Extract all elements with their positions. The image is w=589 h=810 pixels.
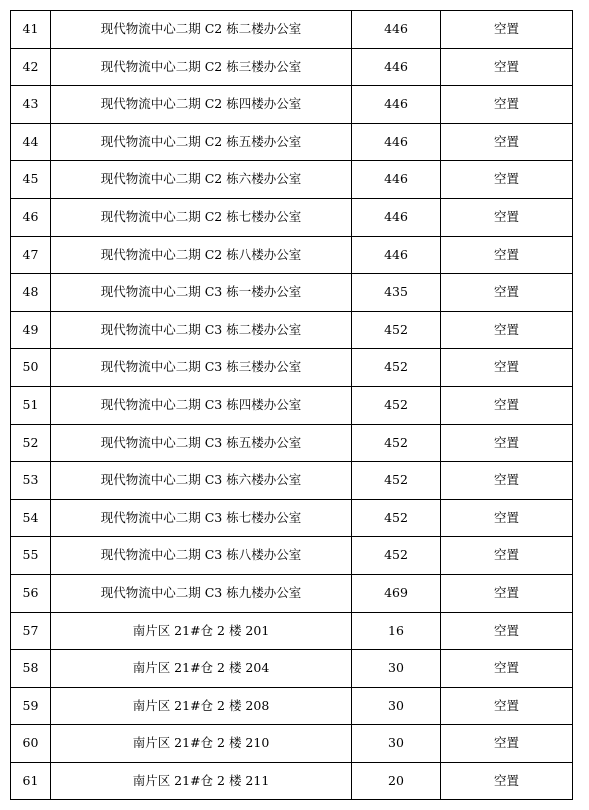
table-row [11,274,573,312]
area-value: 446 [352,48,441,86]
row-number: 50 [11,349,51,387]
area-value: 452 [352,537,441,575]
row-number: 55 [11,537,51,575]
property-name: 现代物流中心二期 C2 栋七楼办公室 [51,198,352,236]
row-number: 59 [11,687,51,725]
status-text: 空置 [441,650,573,688]
status-text: 空置 [441,612,573,650]
property-table-body [11,11,573,800]
area-value: 452 [352,386,441,424]
property-name: 现代物流中心二期 C3 栋七楼办公室 [51,499,352,537]
row-number: 45 [11,161,51,199]
property-name: 现代物流中心二期 C2 栋三楼办公室 [51,48,352,86]
status-text: 空置 [441,537,573,575]
area-value: 446 [352,161,441,199]
status-text: 空置 [441,725,573,763]
status-text: 空置 [441,123,573,161]
status-text: 空置 [441,499,573,537]
row-number: 53 [11,462,51,500]
area-value: 30 [352,650,441,688]
property-table [10,10,573,800]
area-value: 446 [352,123,441,161]
table-row [11,198,573,236]
row-number: 41 [11,11,51,49]
status-text: 空置 [441,349,573,387]
table-row [11,650,573,688]
row-number: 43 [11,86,51,124]
status-text: 空置 [441,574,573,612]
row-number: 56 [11,574,51,612]
table-row [11,762,573,800]
row-number: 49 [11,311,51,349]
status-text: 空置 [441,161,573,199]
table-row [11,161,573,199]
area-value: 446 [352,86,441,124]
property-name: 南片区 21#仓 2 楼 201 [51,612,352,650]
area-value: 452 [352,499,441,537]
status-text: 空置 [441,424,573,462]
area-value: 16 [352,612,441,650]
area-value: 452 [352,424,441,462]
row-number: 48 [11,274,51,312]
status-text: 空置 [441,687,573,725]
property-name: 现代物流中心二期 C2 栋八楼办公室 [51,236,352,274]
status-text: 空置 [441,274,573,312]
row-number: 44 [11,123,51,161]
area-value: 452 [352,462,441,500]
row-number: 61 [11,762,51,800]
area-value: 446 [352,11,441,49]
area-value: 469 [352,574,441,612]
property-name: 现代物流中心二期 C3 栋一楼办公室 [51,274,352,312]
table-row [11,311,573,349]
property-name: 现代物流中心二期 C3 栋六楼办公室 [51,462,352,500]
property-name: 现代物流中心二期 C3 栋五楼办公室 [51,424,352,462]
property-table-page [10,10,572,800]
property-name: 现代物流中心二期 C2 栋四楼办公室 [51,86,352,124]
property-name: 南片区 21#仓 2 楼 211 [51,762,352,800]
area-value: 452 [352,349,441,387]
row-number: 42 [11,48,51,86]
table-row [11,386,573,424]
row-number: 57 [11,612,51,650]
row-number: 51 [11,386,51,424]
status-text: 空置 [441,762,573,800]
table-row [11,537,573,575]
property-name: 南片区 21#仓 2 楼 208 [51,687,352,725]
table-row [11,236,573,274]
table-row [11,424,573,462]
row-number: 54 [11,499,51,537]
row-number: 60 [11,725,51,763]
property-name: 现代物流中心二期 C3 栋四楼办公室 [51,386,352,424]
status-text: 空置 [441,48,573,86]
status-text: 空置 [441,386,573,424]
status-text: 空置 [441,236,573,274]
area-value: 452 [352,311,441,349]
table-row [11,499,573,537]
status-text: 空置 [441,311,573,349]
status-text: 空置 [441,86,573,124]
table-row [11,86,573,124]
property-name: 现代物流中心二期 C3 栋八楼办公室 [51,537,352,575]
property-name: 现代物流中心二期 C3 栋三楼办公室 [51,349,352,387]
area-value: 20 [352,762,441,800]
area-value: 30 [352,725,441,763]
status-text: 空置 [441,462,573,500]
property-name: 现代物流中心二期 C2 栋五楼办公室 [51,123,352,161]
table-row [11,462,573,500]
table-row [11,687,573,725]
property-name: 现代物流中心二期 C2 栋六楼办公室 [51,161,352,199]
table-row [11,725,573,763]
row-number: 58 [11,650,51,688]
area-value: 435 [352,274,441,312]
table-row [11,612,573,650]
status-text: 空置 [441,11,573,49]
property-name: 现代物流中心二期 C3 栋二楼办公室 [51,311,352,349]
area-value: 446 [352,236,441,274]
table-row [11,574,573,612]
status-text: 空置 [441,198,573,236]
table-row [11,11,573,49]
row-number: 47 [11,236,51,274]
property-name: 现代物流中心二期 C2 栋二楼办公室 [51,11,352,49]
area-value: 446 [352,198,441,236]
property-name: 南片区 21#仓 2 楼 204 [51,650,352,688]
row-number: 46 [11,198,51,236]
area-value: 30 [352,687,441,725]
property-name: 南片区 21#仓 2 楼 210 [51,725,352,763]
table-row [11,48,573,86]
row-number: 52 [11,424,51,462]
table-row [11,123,573,161]
property-name: 现代物流中心二期 C3 栋九楼办公室 [51,574,352,612]
table-row [11,349,573,387]
